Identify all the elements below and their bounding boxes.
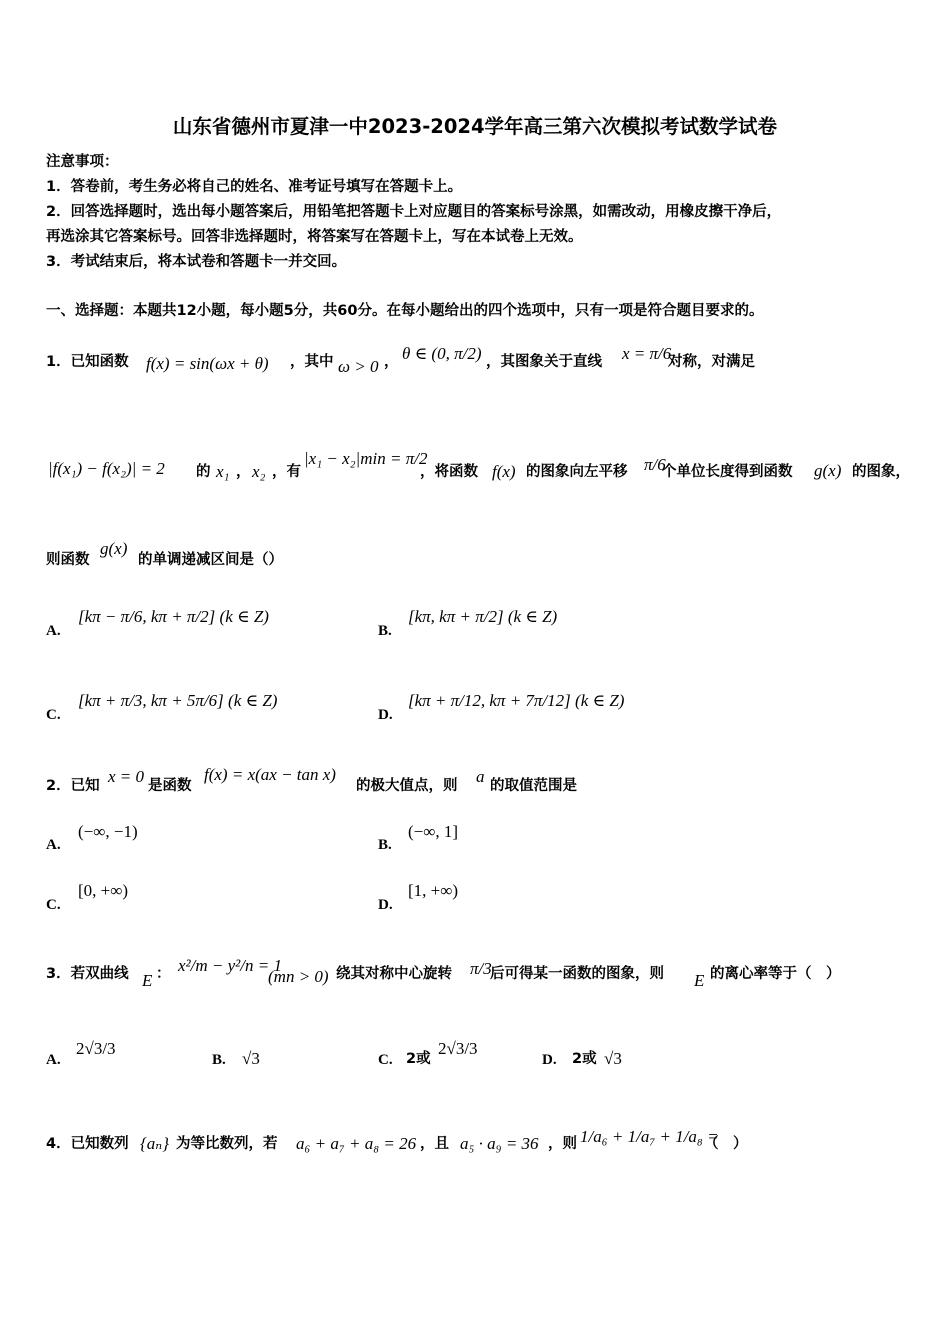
- q1-fx: f(x): [492, 462, 516, 481]
- q3-number: 3．若双曲线: [46, 966, 129, 982]
- notice-item-1: 1．答卷前，考生务必将自己的姓名、准考证号填写在答题卡上。: [46, 179, 463, 195]
- q2-option-b-label[interactable]: B.: [378, 837, 392, 853]
- q1-text-12: 的单调递减区间是（）: [138, 552, 283, 568]
- q4-sum: a₆ + a₇ + a₈ = 26: [296, 1134, 417, 1153]
- q1-symmetry-line: x = π/6: [622, 344, 672, 363]
- q4-number: 4．已知数列: [46, 1136, 129, 1152]
- q1-text-2: ，其图象关于直线: [486, 354, 602, 370]
- q1-text-5: ，: [236, 464, 251, 480]
- q1-option-b-label[interactable]: B.: [378, 623, 392, 639]
- q3-text-2: 后可得某一函数的图象，则: [490, 966, 664, 982]
- q1-text-7: ，将函数: [420, 464, 478, 480]
- q1-text-4: 的: [196, 464, 211, 480]
- q2-option-a[interactable]: (−∞, −1): [78, 822, 138, 841]
- q1-x1: x₁: [216, 462, 230, 481]
- q2-option-c[interactable]: [0, +∞): [78, 881, 129, 900]
- q1-text-11: 则函数: [46, 552, 90, 568]
- q1-number: 1．已知函数: [46, 354, 129, 370]
- q3-option-c-label[interactable]: C.: [378, 1052, 393, 1068]
- q1-text-10: 的图象，: [852, 464, 910, 480]
- q1-option-b[interactable]: [kπ, kπ + π/2] (k ∈ Z): [408, 607, 558, 626]
- q1-option-d-label[interactable]: D.: [378, 707, 393, 723]
- q3-option-b-label[interactable]: B.: [212, 1052, 226, 1068]
- q3-E-2: E: [694, 971, 705, 990]
- q4-expression: 1/a₆ + 1/a₇ + 1/a₈ =: [580, 1127, 719, 1146]
- q3-option-a-label[interactable]: A.: [46, 1052, 61, 1068]
- q1-gx: g(x): [814, 461, 842, 480]
- q1-text-8: 的图象向左平移: [526, 464, 628, 480]
- q2-function: f(x) = x(ax − tan x): [204, 765, 336, 784]
- q2-number: 2．已知: [46, 778, 100, 794]
- q4-text-2: ，且: [420, 1136, 449, 1152]
- q1-comma: ，: [384, 354, 399, 370]
- q1-option-a[interactable]: [kπ − π/6, kπ + π/2] (k ∈ Z): [78, 607, 269, 626]
- q3-option-d[interactable]: √3: [604, 1049, 622, 1068]
- q1-option-c[interactable]: [kπ + π/3, kπ + 5π/6] (k ∈ Z): [78, 691, 278, 710]
- q2-option-a-label[interactable]: A.: [46, 837, 61, 853]
- q3-equation: x²/m − y²/n = 1: [178, 956, 282, 975]
- q1-shift: π/6: [644, 455, 666, 474]
- q2-option-d-label[interactable]: D.: [378, 897, 393, 913]
- q4-text-3: ，则: [548, 1136, 577, 1152]
- notice-item-2a: 2．回答选择题时，选出每小题答案后，用铅笔把答题卡上对应题目的答案标号涂黑，如需改动，用橡皮擦干净后，: [46, 204, 782, 220]
- q1-option-c-label[interactable]: C.: [46, 707, 61, 723]
- q3-option-c[interactable]: 2√3/3: [438, 1039, 478, 1058]
- q2-option-d[interactable]: [1, +∞): [408, 881, 459, 900]
- q1-text-9: 个单位长度得到函数: [662, 464, 793, 480]
- q3-option-b[interactable]: √3: [242, 1049, 260, 1068]
- q3-option-d-prefix[interactable]: 2或: [572, 1051, 597, 1067]
- q3-text-1: 绕其对称中心旋转: [336, 966, 452, 982]
- notice-heading: 注意事项：: [46, 154, 119, 170]
- q3-condition: (mn > 0): [268, 967, 329, 986]
- q1-omega: ω > 0: [338, 357, 379, 376]
- q3-option-c-prefix[interactable]: 2或: [406, 1051, 431, 1067]
- q1-option-a-label[interactable]: A.: [46, 623, 61, 639]
- q3-text-3: 的离心率等于（ ）: [710, 966, 841, 982]
- q2-x0: x = 0: [108, 767, 145, 786]
- q1-text-3: 对称，对满足: [668, 354, 755, 370]
- q3-colon: ：: [156, 966, 171, 982]
- q3-option-a[interactable]: 2√3/3: [76, 1039, 116, 1058]
- q1-theta: θ ∈ (0, π/2): [402, 344, 482, 363]
- q2-text-1: 是函数: [148, 778, 192, 794]
- q3-option-d-label[interactable]: D.: [542, 1052, 557, 1068]
- q2-text-2: 的极大值点，则: [356, 778, 458, 794]
- q1-gx-2: g(x): [100, 539, 128, 558]
- q2-a: a: [476, 767, 485, 786]
- q4-text-1: 为等比数列，若: [176, 1136, 278, 1152]
- q2-option-c-label[interactable]: C.: [46, 897, 61, 913]
- page-title: 山东省德州市夏津一中2023-2024学年高三第六次模拟考试数学试卷: [172, 115, 778, 138]
- q4-text-4: （ ）: [704, 1136, 748, 1152]
- q1-condition: |f(x₁) − f(x₂)| = 2: [48, 459, 165, 478]
- q1-option-d[interactable]: [kπ + π/12, kπ + 7π/12] (k ∈ Z): [408, 691, 625, 710]
- q4-product: a₅ · a₉ = 36: [460, 1134, 539, 1153]
- q1-min-distance: |x₁ − x₂|min = π/2: [304, 449, 428, 468]
- q1-text-1: ，其中: [290, 354, 334, 370]
- q1-function: f(x) = sin(ωx + θ): [146, 354, 269, 373]
- q2-text-3: 的取值范围是: [490, 778, 577, 794]
- section-heading: 一、选择题：本题共12小题，每小题5分，共60分。在每小题给出的四个选项中，只有一项是符合题目要求的。: [46, 303, 764, 319]
- q3-E: E: [142, 971, 153, 990]
- q2-option-b[interactable]: (−∞, 1]: [408, 822, 459, 841]
- q1-text-6: ，有: [272, 464, 301, 480]
- q3-rotation: π/3: [470, 959, 492, 978]
- notice-item-3: 3．考试结束后，将本试卷和答题卡一并交回。: [46, 254, 347, 270]
- q1-x2: x₂: [252, 462, 266, 481]
- q4-sequence: {aₙ}: [140, 1134, 169, 1153]
- notice-item-2b: 再选涂其它答案标号。回答非选择题时，将答案写在答题卡上，写在本试卷上无效。: [46, 229, 583, 245]
